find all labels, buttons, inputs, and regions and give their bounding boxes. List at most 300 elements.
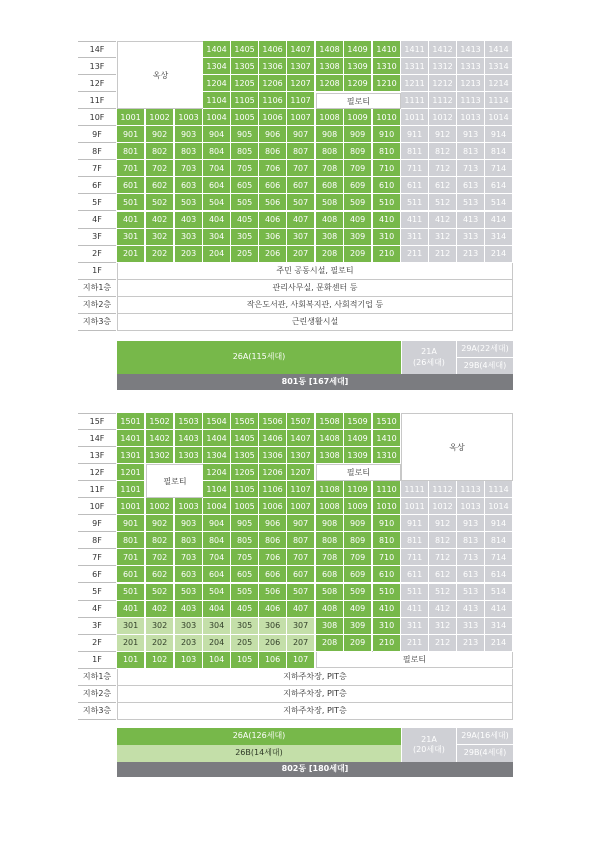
unit-cell: 610	[373, 566, 401, 583]
unit-cell: 1013	[457, 498, 485, 515]
unit-cell: 1412	[429, 41, 457, 58]
floor-label: 지하1층	[78, 280, 116, 297]
unit-cell: 508	[316, 584, 344, 601]
unit-cell: 411	[401, 601, 429, 618]
unit-cell: 805	[231, 143, 259, 160]
unit-cell: 1205	[231, 464, 259, 481]
unit-cell: 707	[287, 549, 315, 566]
unit-cell: 1303	[175, 447, 203, 464]
floor-label: 7F	[78, 160, 116, 177]
unit-cell: 804	[203, 532, 231, 549]
unit-cell: 604	[203, 177, 231, 194]
unit-cell: 1507	[287, 413, 315, 430]
unit-cell: 1101	[117, 481, 145, 498]
unit-cell: 609	[344, 566, 372, 583]
unit-cell: 1014	[485, 498, 513, 515]
unit-cell: 210	[373, 635, 401, 652]
unit-cell: 202	[146, 635, 174, 652]
unit-cell: 104	[203, 652, 231, 669]
unit-cell: 1010	[373, 498, 401, 515]
unit-cell: 503	[175, 584, 203, 601]
unit-cell: 1014	[485, 109, 513, 126]
unit-cell: 103	[175, 652, 203, 669]
unit-cell: 212	[429, 246, 457, 263]
unit-cell: 606	[259, 566, 287, 583]
floor-label: 1F	[78, 652, 116, 669]
unit-cell: 801	[117, 532, 145, 549]
unit-cell: 912	[429, 515, 457, 532]
unit-cell: 902	[146, 515, 174, 532]
unit-cell: 1411	[401, 41, 429, 58]
unit-cell: 904	[203, 515, 231, 532]
unit-cell: 512	[429, 584, 457, 601]
unit-cell: 403	[175, 601, 203, 618]
unit-cell: 1306	[259, 447, 287, 464]
unit-cell: 1506	[259, 413, 287, 430]
summary-802-sub	[117, 745, 401, 762]
unit-cell: 414	[485, 212, 513, 229]
unit-cell: 504	[203, 194, 231, 211]
unit-cell: 1413	[457, 41, 485, 58]
unit-cell: 705	[231, 160, 259, 177]
floor-label: 12F	[78, 464, 116, 481]
basement-row: 지하주차장, PIT층	[117, 703, 513, 720]
unit-cell: 802	[146, 532, 174, 549]
unit-count-label: (26세대)	[413, 357, 445, 367]
unit-cell: 614	[485, 177, 513, 194]
unit-cell: 709	[344, 160, 372, 177]
floor-label: 13F	[78, 58, 116, 75]
unit-cell: 209	[344, 246, 372, 263]
unit-cell: 1111	[401, 481, 429, 498]
unit-cell: 407	[287, 212, 315, 229]
unit-cell: 401	[117, 212, 145, 229]
unit-cell: 814	[485, 143, 513, 160]
unit-cell: 1309	[344, 58, 372, 75]
unit-cell: 402	[146, 601, 174, 618]
unit-cell: 604	[203, 566, 231, 583]
floor-label: 2F	[78, 246, 116, 263]
unit-cell: 706	[259, 549, 287, 566]
unit-cell: 1104	[203, 481, 231, 498]
unit-cell: 207	[287, 635, 315, 652]
unit-cell: 907	[287, 126, 315, 143]
unit-type-label: 29A(16세대)	[461, 730, 509, 740]
unit-cell: 607	[287, 177, 315, 194]
unit-cell: 1114	[485, 92, 513, 109]
floor-label: 3F	[78, 618, 116, 635]
unit-cell: 610	[373, 177, 401, 194]
unit-cell: 1113	[457, 92, 485, 109]
unit-cell: 514	[485, 584, 513, 601]
unit-cell: 413	[457, 601, 485, 618]
unit-cell: 1003	[175, 109, 203, 126]
unit-cell: 314	[485, 618, 513, 635]
unit-cell: 514	[485, 194, 513, 211]
unit-cell: 509	[344, 584, 372, 601]
unit-cell: 1004	[203, 109, 231, 126]
unit-cell: 1409	[344, 41, 372, 58]
unit-cell: 408	[316, 601, 344, 618]
unit-cell: 1403	[175, 430, 203, 447]
unit-cell: 801	[117, 143, 145, 160]
floor-label: 12F	[78, 75, 116, 92]
unit-cell: 1503	[175, 413, 203, 430]
unit-cell: 1304	[203, 58, 231, 75]
unit-cell: 1204	[203, 75, 231, 92]
unit-cell: 1502	[146, 413, 174, 430]
unit-cell: 312	[429, 229, 457, 246]
unit-cell: 907	[287, 515, 315, 532]
unit-cell: 701	[117, 549, 145, 566]
unit-cell: 506	[259, 584, 287, 601]
unit-cell: 1210	[373, 75, 401, 92]
unit-cell: 811	[401, 532, 429, 549]
unit-cell: 501	[117, 194, 145, 211]
summary-802-right-bottom	[457, 745, 513, 762]
unit-cell: 207	[287, 246, 315, 263]
unit-cell: 1404	[203, 41, 231, 58]
floor-label: 6F	[78, 566, 116, 583]
unit-cell: 213	[457, 635, 485, 652]
unit-cell: 1408	[316, 41, 344, 58]
unit-cell: 714	[485, 160, 513, 177]
unit-cell: 211	[401, 635, 429, 652]
piloti-block-802-1f	[316, 651, 513, 668]
unit-cell: 1508	[316, 413, 344, 430]
floor-label: 10F	[78, 109, 116, 126]
floor-label: 15F	[78, 413, 116, 430]
unit-cell: 1106	[259, 92, 287, 109]
unit-cell: 914	[485, 126, 513, 143]
unit-cell: 409	[344, 212, 372, 229]
unit-cell: 711	[401, 160, 429, 177]
unit-cell: 803	[175, 143, 203, 160]
unit-cell: 412	[429, 212, 457, 229]
unit-cell: 410	[373, 212, 401, 229]
rooftop-block-802	[401, 413, 513, 481]
unit-cell: 1207	[287, 75, 315, 92]
unit-cell: 602	[146, 566, 174, 583]
unit-cell: 510	[373, 194, 401, 211]
unit-cell: 512	[429, 194, 457, 211]
floor-label: 10F	[78, 498, 116, 515]
unit-cell: 903	[175, 126, 203, 143]
unit-cell: 1305	[231, 447, 259, 464]
unit-cell: 903	[175, 515, 203, 532]
unit-cell: 401	[117, 601, 145, 618]
unit-cell: 1012	[429, 498, 457, 515]
unit-cell: 303	[175, 229, 203, 246]
unit-cell: 1011	[401, 109, 429, 126]
unit-cell: 313	[457, 618, 485, 635]
unit-cell: 507	[287, 194, 315, 211]
unit-cell: 612	[429, 177, 457, 194]
floor-label: 9F	[78, 515, 116, 532]
unit-cell: 410	[373, 601, 401, 618]
unit-cell: 1107	[287, 481, 315, 498]
unit-cell: 1501	[117, 413, 145, 430]
unit-cell: 605	[231, 177, 259, 194]
unit-cell: 1001	[117, 498, 145, 515]
unit-cell: 713	[457, 549, 485, 566]
floor-label: 5F	[78, 194, 116, 211]
unit-cell: 304	[203, 229, 231, 246]
unit-cell: 1006	[259, 109, 287, 126]
unit-cell: 510	[373, 584, 401, 601]
unit-cell: 803	[175, 532, 203, 549]
floor-label: 13F	[78, 447, 116, 464]
floor-label: 지하2층	[78, 297, 116, 314]
unit-cell: 203	[175, 635, 203, 652]
unit-cell: 1005	[231, 498, 259, 515]
unit-cell: 814	[485, 532, 513, 549]
unit-cell: 910	[373, 515, 401, 532]
rooftop-label: 옥상	[449, 442, 465, 452]
unit-cell: 1001	[117, 109, 145, 126]
unit-cell: 306	[259, 618, 287, 635]
unit-cell: 712	[429, 549, 457, 566]
unit-cell: 1002	[146, 498, 174, 515]
building-total-label: 801동 [167세대]	[281, 376, 349, 386]
unit-cell: 212	[429, 635, 457, 652]
unit-cell: 1302	[146, 447, 174, 464]
unit-cell: 913	[457, 126, 485, 143]
unit-cell: 1013	[457, 109, 485, 126]
unit-cell: 805	[231, 532, 259, 549]
unit-cell: 1509	[344, 413, 372, 430]
unit-cell: 1410	[373, 430, 401, 447]
unit-cell: 307	[287, 618, 315, 635]
unit-cell: 711	[401, 549, 429, 566]
unit-cell: 1107	[287, 92, 315, 109]
unit-cell: 813	[457, 532, 485, 549]
unit-cell: 1003	[175, 498, 203, 515]
unit-cell: 614	[485, 566, 513, 583]
unit-cell: 214	[485, 635, 513, 652]
unit-cell: 505	[231, 194, 259, 211]
floor-label: 8F	[78, 143, 116, 160]
unit-cell: 1206	[259, 464, 287, 481]
unit-cell: 1504	[203, 413, 231, 430]
summary-802-right-top	[457, 728, 513, 744]
piloti-label: 필로티	[402, 655, 427, 664]
unit-cell: 507	[287, 584, 315, 601]
unit-cell: 1105	[231, 92, 259, 109]
unit-cell: 909	[344, 515, 372, 532]
unit-cell: 305	[231, 618, 259, 635]
unit-cell: 1109	[344, 481, 372, 498]
floor-label: 2F	[78, 635, 116, 652]
unit-cell: 712	[429, 160, 457, 177]
unit-cell: 608	[316, 177, 344, 194]
piloti-label: 필로티	[346, 96, 371, 106]
unit-cell: 608	[316, 566, 344, 583]
unit-cell: 812	[429, 143, 457, 160]
unit-type-label: 29A(22세대)	[461, 343, 509, 353]
unit-type-label: 26A(115세대)	[232, 352, 286, 362]
unit-cell: 201	[117, 635, 145, 652]
unit-cell: 1002	[146, 109, 174, 126]
unit-cell: 813	[457, 143, 485, 160]
unit-cell: 1011	[401, 498, 429, 515]
floor-label: 11F	[78, 481, 116, 498]
unit-cell: 311	[401, 229, 429, 246]
unit-cell: 1007	[287, 109, 315, 126]
unit-cell: 609	[344, 177, 372, 194]
unit-type-label: 26A(126세대)	[232, 731, 286, 741]
unit-cell: 303	[175, 618, 203, 635]
unit-cell: 901	[117, 515, 145, 532]
unit-cell: 1404	[203, 430, 231, 447]
unit-cell: 402	[146, 212, 174, 229]
unit-cell: 302	[146, 229, 174, 246]
unit-cell: 506	[259, 194, 287, 211]
unit-cell: 504	[203, 584, 231, 601]
unit-cell: 204	[203, 246, 231, 263]
unit-cell: 808	[316, 143, 344, 160]
unit-cell: 704	[203, 549, 231, 566]
unit-cell: 301	[117, 229, 145, 246]
unit-cell: 308	[316, 229, 344, 246]
basement-row: 지하주차장, PIT층	[117, 669, 513, 686]
unit-cell: 1505	[231, 413, 259, 430]
unit-cell: 603	[175, 566, 203, 583]
piloti-block-802-12f-right	[316, 464, 401, 481]
unit-cell: 1201	[117, 464, 145, 481]
unit-cell: 1409	[344, 430, 372, 447]
unit-cell: 811	[401, 143, 429, 160]
summary-802-main	[117, 728, 401, 745]
unit-cell: 1405	[231, 41, 259, 58]
unit-cell: 1212	[429, 75, 457, 92]
unit-cell: 1309	[344, 447, 372, 464]
unit-cell: 714	[485, 549, 513, 566]
unit-cell: 502	[146, 194, 174, 211]
summary-802-mid	[402, 728, 456, 762]
unit-cell: 911	[401, 126, 429, 143]
unit-cell: 611	[401, 566, 429, 583]
unit-cell: 809	[344, 143, 372, 160]
unit-cell: 413	[457, 212, 485, 229]
unit-cell: 1304	[203, 447, 231, 464]
unit-cell: 603	[175, 177, 203, 194]
unit-cell: 1005	[231, 109, 259, 126]
unit-cell: 201	[117, 246, 145, 263]
unit-cell: 307	[287, 229, 315, 246]
unit-cell: 912	[429, 126, 457, 143]
unit-cell: 1006	[259, 498, 287, 515]
unit-type-label: 21A	[421, 734, 437, 744]
unit-cell: 411	[401, 212, 429, 229]
unit-cell: 312	[429, 618, 457, 635]
unit-cell: 905	[231, 515, 259, 532]
unit-cell: 707	[287, 160, 315, 177]
unit-cell: 313	[457, 229, 485, 246]
summary-802-total	[117, 762, 513, 777]
unit-cell: 409	[344, 601, 372, 618]
unit-cell: 703	[175, 160, 203, 177]
unit-cell: 613	[457, 177, 485, 194]
unit-cell: 405	[231, 601, 259, 618]
unit-cell: 511	[401, 584, 429, 601]
unit-cell: 1307	[287, 58, 315, 75]
shared-facility-row: 근린생활시설	[117, 314, 513, 331]
unit-cell: 206	[259, 635, 287, 652]
unit-cell: 1214	[485, 75, 513, 92]
unit-cell: 306	[259, 229, 287, 246]
unit-cell: 906	[259, 515, 287, 532]
unit-type-label: 29B(4세대)	[463, 748, 507, 758]
unit-cell: 810	[373, 143, 401, 160]
unit-cell: 1305	[231, 58, 259, 75]
floor-label: 4F	[78, 601, 116, 618]
summary-801-right-top	[457, 341, 513, 357]
floor-label: 14F	[78, 41, 116, 58]
unit-cell: 407	[287, 601, 315, 618]
floor-label: 11F	[78, 92, 116, 109]
unit-cell: 1307	[287, 447, 315, 464]
unit-cell: 1405	[231, 430, 259, 447]
unit-cell: 1310	[373, 447, 401, 464]
shared-facility-row: 관리사무실, 문화센터 등	[117, 280, 513, 297]
unit-cell: 1110	[373, 481, 401, 498]
unit-cell: 910	[373, 126, 401, 143]
unit-cell: 705	[231, 549, 259, 566]
unit-cell: 1312	[429, 58, 457, 75]
unit-cell: 408	[316, 212, 344, 229]
unit-cell: 710	[373, 549, 401, 566]
unit-cell: 1407	[287, 430, 315, 447]
unit-cell: 503	[175, 194, 203, 211]
rooftop-label: 옥상	[152, 70, 169, 80]
piloti-label: 필로티	[163, 476, 187, 486]
unit-cell: 702	[146, 160, 174, 177]
unit-cell: 213	[457, 246, 485, 263]
building-total-label: 802동 [180세대]	[281, 764, 349, 774]
unit-cell: 311	[401, 618, 429, 635]
unit-cell: 412	[429, 601, 457, 618]
unit-cell: 107	[287, 652, 315, 669]
unit-cell: 1108	[316, 481, 344, 498]
unit-cell: 708	[316, 549, 344, 566]
unit-cell: 904	[203, 126, 231, 143]
unit-type-label: 26B(14세대)	[235, 748, 283, 758]
unit-cell: 508	[316, 194, 344, 211]
summary-801-mid	[402, 341, 456, 374]
floor-label: 지하3층	[78, 703, 116, 720]
floor-label: 지하2층	[78, 686, 116, 703]
unit-cell: 302	[146, 618, 174, 635]
unit-cell: 403	[175, 212, 203, 229]
floor-label: 7F	[78, 549, 116, 566]
unit-cell: 1114	[485, 481, 513, 498]
unit-cell: 908	[316, 126, 344, 143]
unit-cell: 102	[146, 652, 174, 669]
unit-cell: 802	[146, 143, 174, 160]
unit-cell: 1009	[344, 498, 372, 515]
unit-cell: 1111	[401, 92, 429, 109]
unit-cell: 710	[373, 160, 401, 177]
unit-cell: 914	[485, 515, 513, 532]
unit-cell: 906	[259, 126, 287, 143]
unit-cell: 1104	[203, 92, 231, 109]
unit-cell: 812	[429, 532, 457, 549]
unit-cell: 708	[316, 160, 344, 177]
unit-cell: 809	[344, 532, 372, 549]
unit-cell: 703	[175, 549, 203, 566]
unit-cell: 1401	[117, 430, 145, 447]
